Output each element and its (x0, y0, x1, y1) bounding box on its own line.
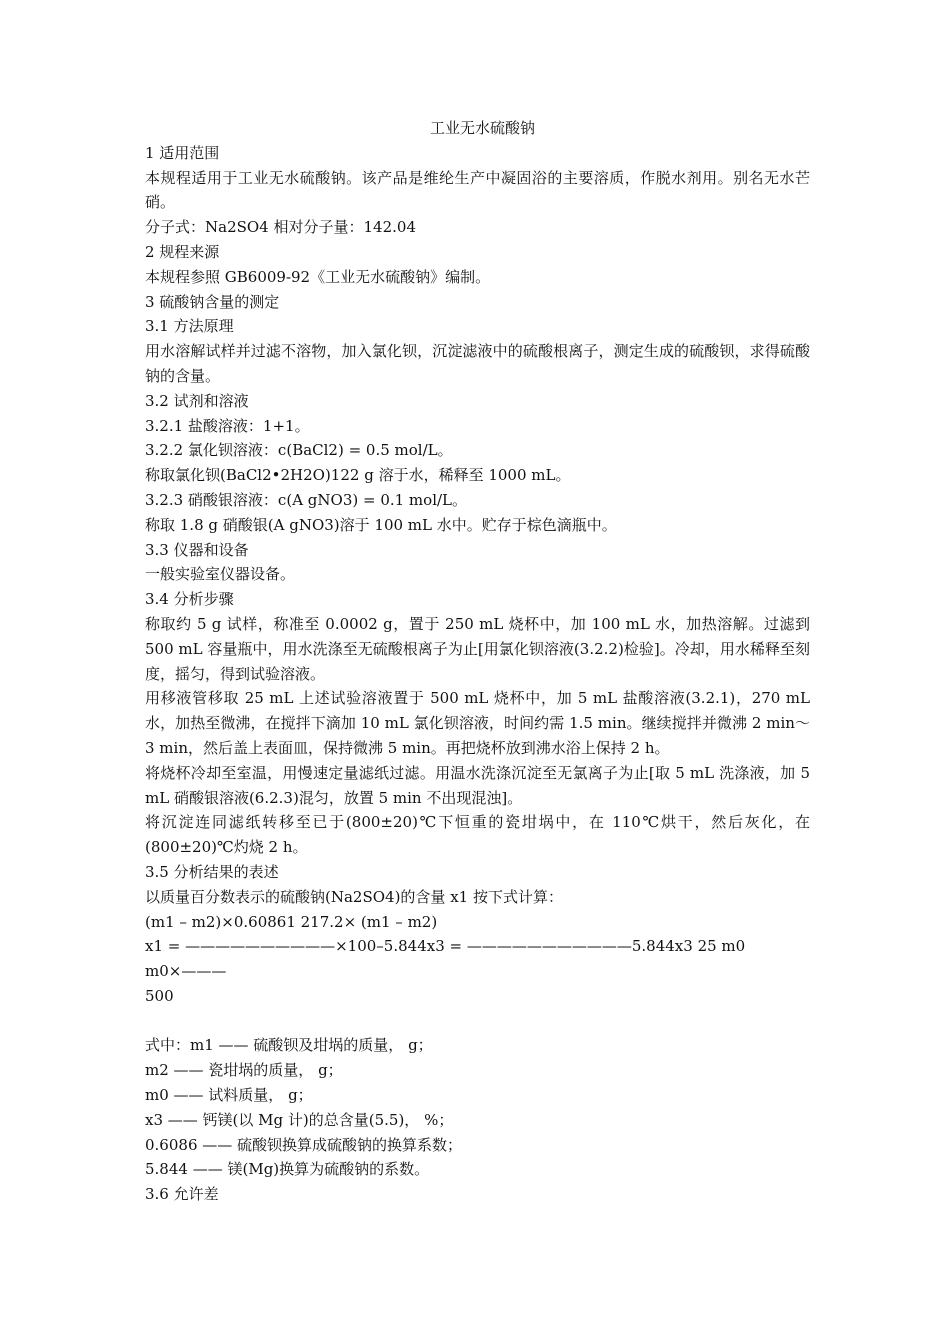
section-heading: 2 规程来源 (145, 242, 220, 261)
subsection-heading: 3.5 分析结果的表述 (145, 862, 279, 881)
subsection-heading: 3.6 允许差 (145, 1185, 219, 1204)
paragraph: 将沉淀连同滤纸转移至已于(800±20)℃下恒重的瓷坩埚中，在 110℃烘干，然后灰化，在(800±20)℃灼烧 2 h。 (145, 813, 810, 857)
variable-definition: 5.844 —— 镁(Mg)换算为硫酸钠的系数。 (145, 1160, 430, 1179)
document-page (145, 116, 810, 1207)
reagent-line: 3.2.2 氯化钡溶液：c(BaCl2) = 0.5 mol/L。 (145, 441, 453, 460)
paragraph: 用水溶解试样并过滤不溶物，加入氯化钡，沉淀滤液中的硫酸根离子，测定生成的硫酸钡，求得硫酸钠的含量。 (145, 342, 810, 385)
paragraph: 称取氯化钡(BaCl2•2H2O)122 g 溶于水，稀释至 1000 mL。 (145, 466, 571, 485)
paragraph: 本规程适用于工业无水硫酸钠。该产品是维纶生产中凝固浴的主要溶质，作脱水剂用。别名无水芒硝。 (145, 168, 810, 212)
section-heading: 3 硫酸钠含量的测定 (145, 292, 280, 311)
reagent-line: 3.2.1 盐酸溶液：1+1。 (145, 416, 310, 435)
section-heading: 1 适用范围 (145, 143, 220, 162)
formula-denominator: 500 (145, 986, 174, 1005)
paragraph: 称取约 5 g 试样，称准至 0.0002 g，置于 250 mL 烧杯中，加 100 mL 水，加热溶解。过滤到 500 mL 容量瓶中，用水洗涤至无硫酸根离子为止[用氯化钡溶液(3.2.2)检验]。冷却，用水稀释至刻度，摇匀，得到试验溶液。 (145, 614, 810, 683)
paragraph: 称取 1.8 g 硝酸银(A gNO3)溶于 100 mL 水中。贮存于棕色滴瓶中。 (145, 515, 617, 534)
formula-main: x1 = ——————————×100–5.844x3 = ———————————5.844x3 25 m0 (145, 937, 746, 956)
document-title: 工业无水硫酸钠 (429, 119, 535, 137)
paragraph: 以质量百分数表示的硫酸钠(Na2SO4)的含量 x1 按下式计算： (145, 887, 563, 906)
variable-definition: x3 —— 钙镁(以 Mg 计)的总含量(5.5)， %； (145, 1110, 454, 1129)
variable-definition: m0 —— 试料质量， g； (145, 1086, 313, 1105)
variable-definition: m2 —— 瓷坩埚的质量， g； (145, 1061, 343, 1080)
formula-numerator: (m1 – m2)×0.60861 217.2× (m1 – m2) (145, 912, 438, 931)
variable-definition: 0.6086 —— 硫酸钡换算成硫酸钠的换算系数； (145, 1135, 463, 1154)
subsection-heading: 3.1 方法原理 (145, 317, 234, 336)
paragraph: 将烧杯冷却至室温，用慢速定量滤纸过滤。用温水洗涤沉淀至无氯离子为止[取 5 mL 洗涤液，加 5 mL 硝酸银溶液(6.2.3)混匀，放置 5 min 不出现混浊]。 (145, 763, 810, 807)
variable-definition: 式中：m1 —— 硫酸钡及坩埚的质量， g； (145, 1036, 433, 1055)
subsection-heading: 3.4 分析步骤 (145, 590, 234, 609)
paragraph: 用移液管移取 25 mL 上述试验溶液置于 500 mL 烧杯中，加 5 mL 盐酸溶液(3.2.1)，270 mL 水，加热至微沸，在搅拌下滴加 10 mL 氯化钡溶液，时间约需 1.5 min。继续搅拌并微沸 2 min～3 min，然后盖上表面皿，保持微沸 5 min。再把烧杯放到沸水浴上保持 2 h。 (145, 689, 810, 757)
formula-denominator: m0×——— (145, 962, 227, 981)
subsection-heading: 3.3 仪器和设备 (145, 540, 249, 559)
paragraph: 一般实验室仪器设备。 (145, 565, 296, 584)
formula-line: 分子式：Na2SO4 相对分子量：142.04 (145, 218, 416, 237)
blank-line (145, 1009, 810, 1034)
paragraph: 本规程参照 GB6009-92《工业无水硫酸钠》编制。 (145, 267, 491, 286)
subsection-heading: 3.2 试剂和溶液 (145, 391, 249, 410)
reagent-line: 3.2.3 硝酸银溶液：c(A gNO3) = 0.1 mol/L。 (145, 490, 468, 509)
